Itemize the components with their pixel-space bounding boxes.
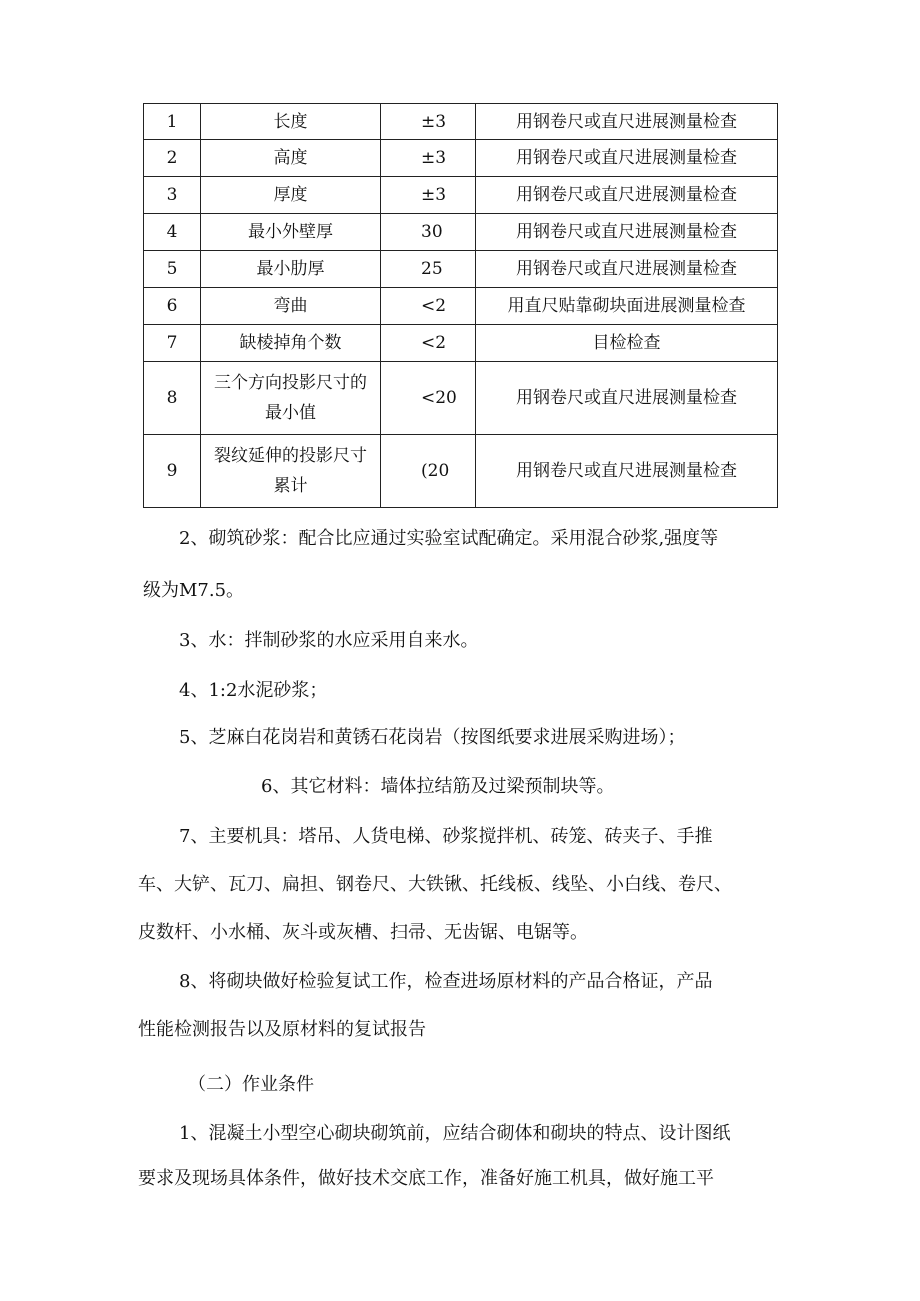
paragraph-block-inspection-cont: 性能检测报告以及原材料的复试报告 <box>138 1019 426 1040</box>
inspection-method: 用钢卷尺或直尺进展测量检查 <box>476 177 778 214</box>
paragraph-mortar: 2、砌筑砂浆：配合比应通过实验室试配确定。采用混合砂浆,强度等 <box>179 528 719 549</box>
row-number: 5 <box>144 251 201 288</box>
inspection-method: 用钢卷尺或直尺进展测量检查 <box>476 435 778 508</box>
item-name-line: 最小值 <box>265 403 316 423</box>
inspection-method: 用钢卷尺或直尺进展测量检查 <box>476 104 778 140</box>
row-number: 8 <box>144 362 201 435</box>
item-name-line: 三个方向投影尺寸的 <box>214 373 367 393</box>
row-number: 3 <box>144 177 201 214</box>
item-name: 长度 <box>201 104 381 140</box>
row-number: 9 <box>144 435 201 508</box>
paragraph-work-conditions: 1、混凝土小型空心砌块砌筑前，应结合砌体和砌块的特点、设计图纸 <box>179 1123 731 1144</box>
item-name-line: 裂纹延伸的投影尺寸 <box>214 446 367 466</box>
tolerance-value: <20 <box>381 362 476 435</box>
paragraph-work-conditions-cont: 要求及现场具体条件，做好技术交底工作，准备好施工机具，做好施工平 <box>138 1168 714 1189</box>
paragraph-granite: 5、芝麻白花岗岩和黄锈石花岗岩（按图纸要求进展采购进场）； <box>179 727 686 748</box>
row-number: 7 <box>144 325 201 362</box>
tolerance-value: (20 <box>381 435 476 508</box>
tolerance-value: ±3 <box>381 140 476 177</box>
paragraph-cement-mortar: 4、1:2水泥砂浆； <box>179 680 328 701</box>
inspection-method: 用直尺贴靠砌块面进展测量检查 <box>476 288 778 325</box>
tolerance-value: 25 <box>381 251 476 288</box>
row-number: 6 <box>144 288 201 325</box>
paragraph-block-inspection: 8、将砌块做好检验复试工作，检查进场原材料的产品合格证，产品 <box>179 971 713 992</box>
inspection-method: 用钢卷尺或直尺进展测量检查 <box>476 251 778 288</box>
item-name <box>201 362 381 435</box>
inspection-method: 目检检查 <box>476 325 778 362</box>
paragraph-water: 3、水：拌制砂浆的水应采用自来水。 <box>179 630 479 651</box>
row-number: 1 <box>144 104 201 140</box>
row-number: 2 <box>144 140 201 177</box>
table-row <box>144 177 778 214</box>
paragraph-tools: 7、主要机具：塔吊、人货电梯、砂浆搅拌机、砖笼、砖夹子、手推 <box>179 826 713 847</box>
inspection-method: 用钢卷尺或直尺进展测量检查 <box>476 362 778 435</box>
row-number: 4 <box>144 214 201 251</box>
table-row <box>144 251 778 288</box>
item-name: 弯曲 <box>201 288 381 325</box>
inspection-table <box>143 103 778 508</box>
item-name: 最小外壁厚 <box>201 214 381 251</box>
inspection-method: 用钢卷尺或直尺进展测量检查 <box>476 214 778 251</box>
table-row <box>144 104 778 140</box>
item-name-line: 累计 <box>273 476 308 496</box>
item-name <box>201 435 381 508</box>
item-name: 厚度 <box>201 177 381 214</box>
table-row <box>144 435 778 508</box>
table-row <box>144 214 778 251</box>
tolerance-value: <2 <box>381 288 476 325</box>
table-row <box>144 140 778 177</box>
paragraph-tools-cont: 皮数杆、小水桶、灰斗或灰槽、扫帚、无齿锯、电锯等。 <box>138 922 588 943</box>
section-heading: （二）作业条件 <box>188 1074 314 1095</box>
item-name: 最小肋厚 <box>201 251 381 288</box>
paragraph-other-materials: 6、其它材料：墙体拉结筋及过梁预制块等。 <box>261 776 615 797</box>
item-name: 缺棱掉角个数 <box>201 325 381 362</box>
tolerance-value: <2 <box>381 325 476 362</box>
table-row <box>144 362 778 435</box>
table-row <box>144 288 778 325</box>
tolerance-value: 30 <box>381 214 476 251</box>
tolerance-value: ±3 <box>381 104 476 140</box>
tolerance-value: ±3 <box>381 177 476 214</box>
paragraph-tools-cont: 车、大铲、瓦刀、扁担、钢卷尺、大铁锹、托线板、线坠、小白线、卷尺、 <box>138 874 732 895</box>
table-row <box>144 325 778 362</box>
inspection-method: 用钢卷尺或直尺进展测量检查 <box>476 140 778 177</box>
item-name: 高度 <box>201 140 381 177</box>
paragraph-mortar-cont: 级为M7.5。 <box>143 580 245 601</box>
